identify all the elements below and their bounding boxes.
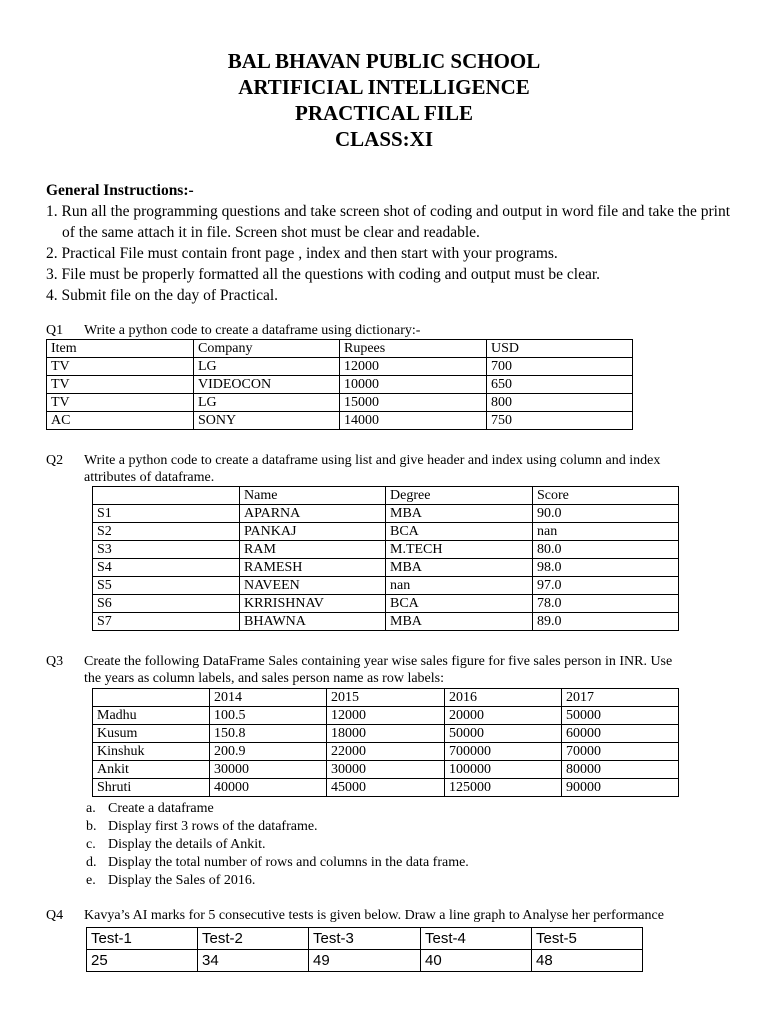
table-cell: TV — [47, 376, 194, 394]
table-cell: 750 — [487, 412, 633, 430]
q2-table — [92, 486, 679, 631]
table-cell: RAM — [240, 541, 386, 559]
table-cell: APARNA — [240, 505, 386, 523]
table-cell: 14000 — [340, 412, 487, 430]
table-cell: S2 — [93, 523, 240, 541]
table-cell: KRRISHNAV — [240, 595, 386, 613]
table-row — [93, 743, 679, 761]
general-instructions — [46, 180, 746, 306]
table-cell: 700000 — [445, 743, 562, 761]
table-row — [93, 505, 679, 523]
table-cell: 22000 — [327, 743, 445, 761]
table-cell: 125000 — [445, 779, 562, 797]
table-cell: 15000 — [340, 394, 487, 412]
table-cell: 78.0 — [533, 595, 679, 613]
table-cell: 20000 — [445, 707, 562, 725]
table-cell: S5 — [93, 577, 240, 595]
table-row — [47, 412, 633, 430]
table-cell: Item — [47, 340, 194, 358]
class-title: CLASS:XI — [334, 127, 434, 151]
table-row — [93, 487, 679, 505]
table-row — [93, 559, 679, 577]
table-cell: USD — [487, 340, 633, 358]
table-cell: AC — [47, 412, 194, 430]
question-text: Create the following DataFrame Sales containing year wise sales figure for five sales person in INR. Use the years as column labels, and sales person name as row labels: — [84, 654, 673, 686]
table-cell: Test-1 — [87, 928, 198, 950]
table-cell: 80000 — [562, 761, 679, 779]
question-2 — [46, 452, 746, 486]
table-cell: 2017 — [562, 689, 679, 707]
table-cell: 200.9 — [210, 743, 327, 761]
table-row — [93, 595, 679, 613]
question-number: Q2 — [46, 453, 64, 468]
table-cell: 700 — [487, 358, 633, 376]
file-title: PRACTICAL FILE — [295, 101, 473, 125]
school-name: BAL BHAVAN PUBLIC SCHOOL — [227, 49, 541, 73]
table-cell — [93, 487, 240, 505]
q3-table — [92, 688, 679, 797]
question-number: Q4 — [46, 908, 64, 923]
document-header — [0, 48, 768, 152]
table-cell: nan — [533, 523, 679, 541]
table-row — [93, 613, 679, 631]
table-cell: Test-2 — [198, 928, 309, 950]
table-row — [47, 394, 633, 412]
table-cell: 90.0 — [533, 505, 679, 523]
subtask-item: c. Display the details of Ankit. — [86, 837, 266, 852]
table-cell: RAMESH — [240, 559, 386, 577]
table-cell: 100.5 — [210, 707, 327, 725]
table-cell: 98.0 — [533, 559, 679, 577]
table-cell: 100000 — [445, 761, 562, 779]
table-cell: nan — [386, 577, 533, 595]
table-cell: Ankit — [93, 761, 210, 779]
table-cell: 90000 — [562, 779, 679, 797]
table-cell: BHAWNA — [240, 613, 386, 631]
table-cell — [93, 689, 210, 707]
table-cell: 2016 — [445, 689, 562, 707]
instruction-item: 1. Run all the programming questions and take screen shot of coding and output in word file and take the print of the same attach it in file. Screen shot must be clear and readable. — [46, 203, 730, 241]
subtask-item: e. Display the Sales of 2016. — [86, 873, 256, 888]
table-cell: 800 — [487, 394, 633, 412]
table-row — [47, 376, 633, 394]
table-cell: M.TECH — [386, 541, 533, 559]
table-cell: SONY — [194, 412, 340, 430]
table-cell: Degree — [386, 487, 533, 505]
instruction-item: 3. File must be properly formatted all the questions with coding and output must be clear. — [46, 266, 601, 283]
table-cell: TV — [47, 394, 194, 412]
q3-subtasks — [86, 800, 469, 890]
table-row — [47, 340, 633, 358]
table-cell: 50000 — [562, 707, 679, 725]
table-row — [93, 779, 679, 797]
table-cell: 50000 — [445, 725, 562, 743]
table-cell: 2014 — [210, 689, 327, 707]
table-cell: Test-3 — [309, 928, 421, 950]
table-row — [87, 928, 643, 950]
table-cell: Shruti — [93, 779, 210, 797]
table-cell: Name — [240, 487, 386, 505]
subject-title: ARTIFICIAL INTELLIGENCE — [238, 75, 530, 99]
table-row — [93, 689, 679, 707]
table-cell: NAVEEN — [240, 577, 386, 595]
table-cell: 40000 — [210, 779, 327, 797]
question-number: Q3 — [46, 654, 64, 669]
table-cell: MBA — [386, 505, 533, 523]
table-cell: 30000 — [327, 761, 445, 779]
table-cell: LG — [194, 358, 340, 376]
instructions-heading: General Instructions:- — [46, 182, 194, 199]
table-cell: 97.0 — [533, 577, 679, 595]
q1-table — [46, 339, 633, 430]
table-row — [87, 950, 643, 972]
table-cell: Madhu — [93, 707, 210, 725]
table-cell: 49 — [309, 950, 421, 972]
q4-table — [86, 927, 643, 972]
question-text: Write a python code to create a dataframe using dictionary:- — [84, 323, 421, 338]
table-cell: Test-5 — [532, 928, 643, 950]
table-cell: TV — [47, 358, 194, 376]
table-cell: Rupees — [340, 340, 487, 358]
instruction-item: 4. Submit file on the day of Practical. — [46, 287, 279, 304]
table-row — [47, 358, 633, 376]
table-row — [93, 577, 679, 595]
question-number: Q1 — [46, 323, 64, 338]
table-cell: 70000 — [562, 743, 679, 761]
subtask-item: b. Display first 3 rows of the dataframe. — [86, 819, 318, 834]
table-cell: S3 — [93, 541, 240, 559]
table-cell: PANKAJ — [240, 523, 386, 541]
table-cell: S4 — [93, 559, 240, 577]
instruction-item: 2. Practical File must contain front page , index and then start with your programs. — [46, 245, 558, 262]
question-text: Write a python code to create a dataframe using list and give header and index using column and index attributes of dataframe. — [84, 453, 661, 485]
table-cell: 12000 — [327, 707, 445, 725]
subtask-item: d. Display the total number of rows and columns in the data frame. — [86, 855, 469, 870]
table-cell: S1 — [93, 505, 240, 523]
table-cell: 12000 — [340, 358, 487, 376]
table-cell: 48 — [532, 950, 643, 972]
subtask-item: a. Create a dataframe — [86, 801, 214, 816]
question-3 — [46, 653, 746, 687]
table-cell: 18000 — [327, 725, 445, 743]
table-cell: 10000 — [340, 376, 487, 394]
table-cell: BCA — [386, 523, 533, 541]
table-cell: S7 — [93, 613, 240, 631]
table-cell: 34 — [198, 950, 309, 972]
table-cell: 60000 — [562, 725, 679, 743]
table-cell: Company — [194, 340, 340, 358]
table-row — [93, 707, 679, 725]
table-row — [93, 541, 679, 559]
table-cell: BCA — [386, 595, 533, 613]
table-cell: 80.0 — [533, 541, 679, 559]
table-cell: 2015 — [327, 689, 445, 707]
table-cell: S6 — [93, 595, 240, 613]
table-cell: 30000 — [210, 761, 327, 779]
table-cell: Kinshuk — [93, 743, 210, 761]
table-cell: VIDEOCON — [194, 376, 340, 394]
table-cell: LG — [194, 394, 340, 412]
table-cell: 650 — [487, 376, 633, 394]
table-cell: 25 — [87, 950, 198, 972]
table-row — [93, 761, 679, 779]
table-cell: 150.8 — [210, 725, 327, 743]
table-cell: 45000 — [327, 779, 445, 797]
table-cell: 89.0 — [533, 613, 679, 631]
table-row — [93, 523, 679, 541]
table-cell: Test-4 — [421, 928, 532, 950]
table-cell: MBA — [386, 559, 533, 577]
question-text: Kavya’s AI marks for 5 consecutive tests is given below. Draw a line graph to Analyse her performance — [84, 908, 664, 923]
table-cell: Kusum — [93, 725, 210, 743]
table-cell: 40 — [421, 950, 532, 972]
table-cell: Score — [533, 487, 679, 505]
table-row — [93, 725, 679, 743]
table-cell: MBA — [386, 613, 533, 631]
